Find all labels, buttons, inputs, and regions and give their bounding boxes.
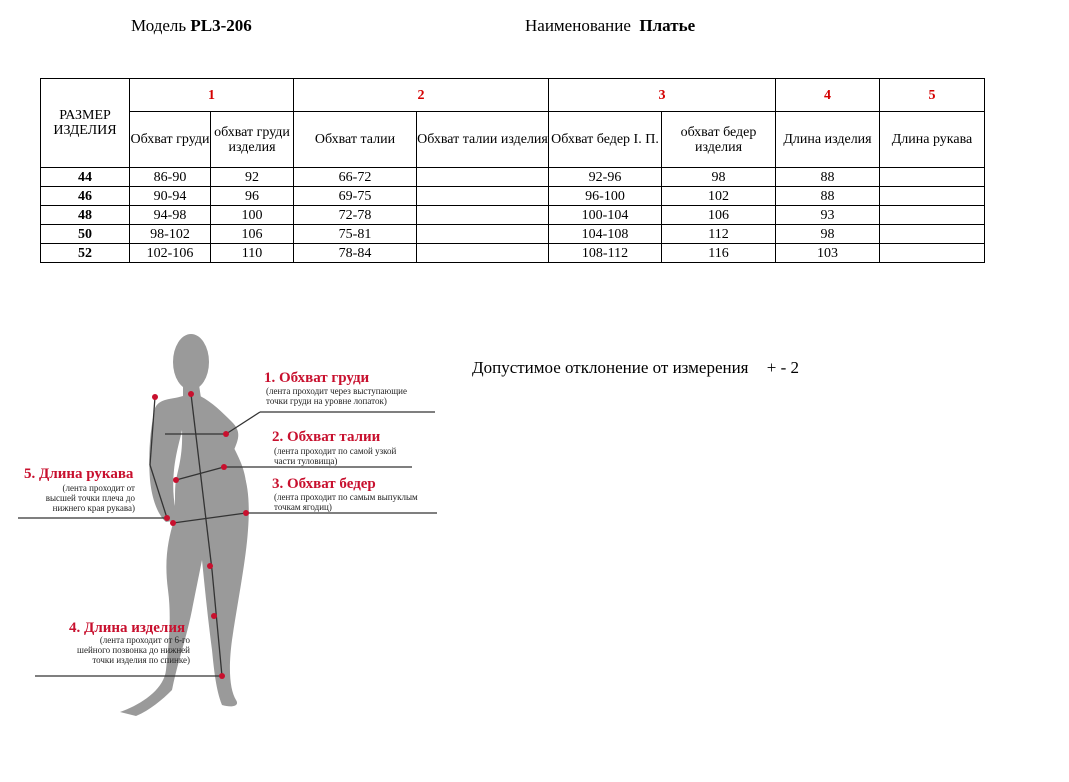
label-hips-desc: точкам ягодиц): [274, 502, 332, 512]
table-cell: 69-75: [294, 187, 417, 206]
table-cell: [880, 206, 985, 225]
table-cell: 106: [211, 225, 294, 244]
table-cell: 108-112: [549, 244, 662, 263]
table-cell: [880, 244, 985, 263]
table-cell: 66-72: [294, 168, 417, 187]
table-cell: [417, 187, 549, 206]
size-cell: 48: [41, 206, 130, 225]
size-header-cell: РАЗМЕР ИЗДЕЛИЯ: [41, 79, 130, 168]
table-cell: 75-81: [294, 225, 417, 244]
subheader-cell: Длина изделия: [776, 112, 880, 168]
size-cell: 44: [41, 168, 130, 187]
tolerance-label: Допустимое отклонение от измерения: [472, 358, 749, 377]
group-number: 2: [294, 79, 549, 112]
table-cell: 88: [776, 168, 880, 187]
label-length-title: 4. Длина изделия: [69, 620, 186, 636]
table-row: [41, 244, 985, 263]
table-cell: 100: [211, 206, 294, 225]
subheader-cell: Обхват бедер I. П.: [549, 112, 662, 168]
table-cell: 98: [776, 225, 880, 244]
subheader-cell: Обхват талии: [294, 112, 417, 168]
table-cell: 102-106: [130, 244, 211, 263]
table-cell: [880, 187, 985, 206]
table-cell: [880, 168, 985, 187]
subheader-cell: обхват бедер изделия: [662, 112, 776, 168]
table-cell: 112: [662, 225, 776, 244]
label-length-desc: точки изделия по спинке): [92, 655, 190, 665]
table-cell: [417, 244, 549, 263]
subheader-cell: обхват груди изделия: [211, 112, 294, 168]
model-label: Модель: [131, 16, 187, 35]
model-header: [131, 16, 252, 36]
tolerance-value: + - 2: [766, 358, 799, 377]
table-cell: 104-108: [549, 225, 662, 244]
size-cell: 46: [41, 187, 130, 206]
table-cell: 86-90: [130, 168, 211, 187]
table-cell: 78-84: [294, 244, 417, 263]
label-waist-desc: (лента проходит по самой узкой: [274, 446, 397, 456]
label-hips-desc: (лента проходит по самым выпуклым: [274, 492, 418, 502]
label-waist-desc: части туловища): [274, 456, 338, 466]
tolerance-note: [472, 358, 799, 378]
table-cell: 90-94: [130, 187, 211, 206]
table-cell: 100-104: [549, 206, 662, 225]
table-cell: 93: [776, 206, 880, 225]
table-cell: 116: [662, 244, 776, 263]
table-cell: 110: [211, 244, 294, 263]
table-cell: 96-100: [549, 187, 662, 206]
group-number: 3: [549, 79, 776, 112]
table-cell: 98-102: [130, 225, 211, 244]
label-sleeve-desc: высшей точки плеча до: [45, 493, 135, 503]
model-value: PL3-206: [190, 16, 252, 35]
label-chest-desc: (лента проходит через выступающие: [266, 386, 407, 396]
table-cell: 88: [776, 187, 880, 206]
table-cell: [880, 225, 985, 244]
table-row: [41, 168, 985, 187]
table-cell: [417, 225, 549, 244]
table-cell: 98: [662, 168, 776, 187]
table-row: [41, 225, 985, 244]
table-cell: 94-98: [130, 206, 211, 225]
table-cell: 92-96: [549, 168, 662, 187]
name-value: Платье: [639, 16, 696, 35]
label-sleeve-desc: нижнего края рукава): [52, 503, 135, 513]
subheader-cell: Обхват талии изделия: [417, 112, 549, 168]
label-hips-title: 3. Обхват бедер: [272, 476, 376, 492]
table-cell: 102: [662, 187, 776, 206]
label-chest-desc: точки груди на уровне лопаток): [266, 396, 387, 406]
group-number: 1: [130, 79, 294, 112]
label-length-desc: шейного позвонка до нижней: [77, 645, 190, 655]
group-number: 5: [880, 79, 985, 112]
subheader-cell: Длина рукава: [880, 112, 985, 168]
group-number: 4: [776, 79, 880, 112]
size-table: [40, 78, 985, 263]
group-number-row: [41, 79, 985, 112]
table-row: [41, 187, 985, 206]
table-cell: 96: [211, 187, 294, 206]
table-row: [41, 206, 985, 225]
table-cell: [417, 168, 549, 187]
measurement-figure: [0, 300, 470, 740]
table-cell: 103: [776, 244, 880, 263]
label-length-desc: (лента проходит от 6-го: [99, 635, 190, 645]
name-label: Наименование: [525, 16, 631, 35]
label-sleeve-title: 5. Длина рукава: [24, 466, 134, 482]
table-cell: 92: [211, 168, 294, 187]
label-waist-title: 2. Обхват талии: [272, 429, 381, 445]
size-cell: 52: [41, 244, 130, 263]
label-sleeve-desc: (лента проходит от: [62, 483, 135, 493]
table-cell: 72-78: [294, 206, 417, 225]
size-cell: 50: [41, 225, 130, 244]
label-chest-title: 1. Обхват груди: [264, 370, 370, 386]
name-header: [525, 16, 695, 36]
table-cell: 106: [662, 206, 776, 225]
table-cell: [417, 206, 549, 225]
subheader-cell: Обхват груди: [130, 112, 211, 168]
subheader-row: [41, 112, 985, 168]
